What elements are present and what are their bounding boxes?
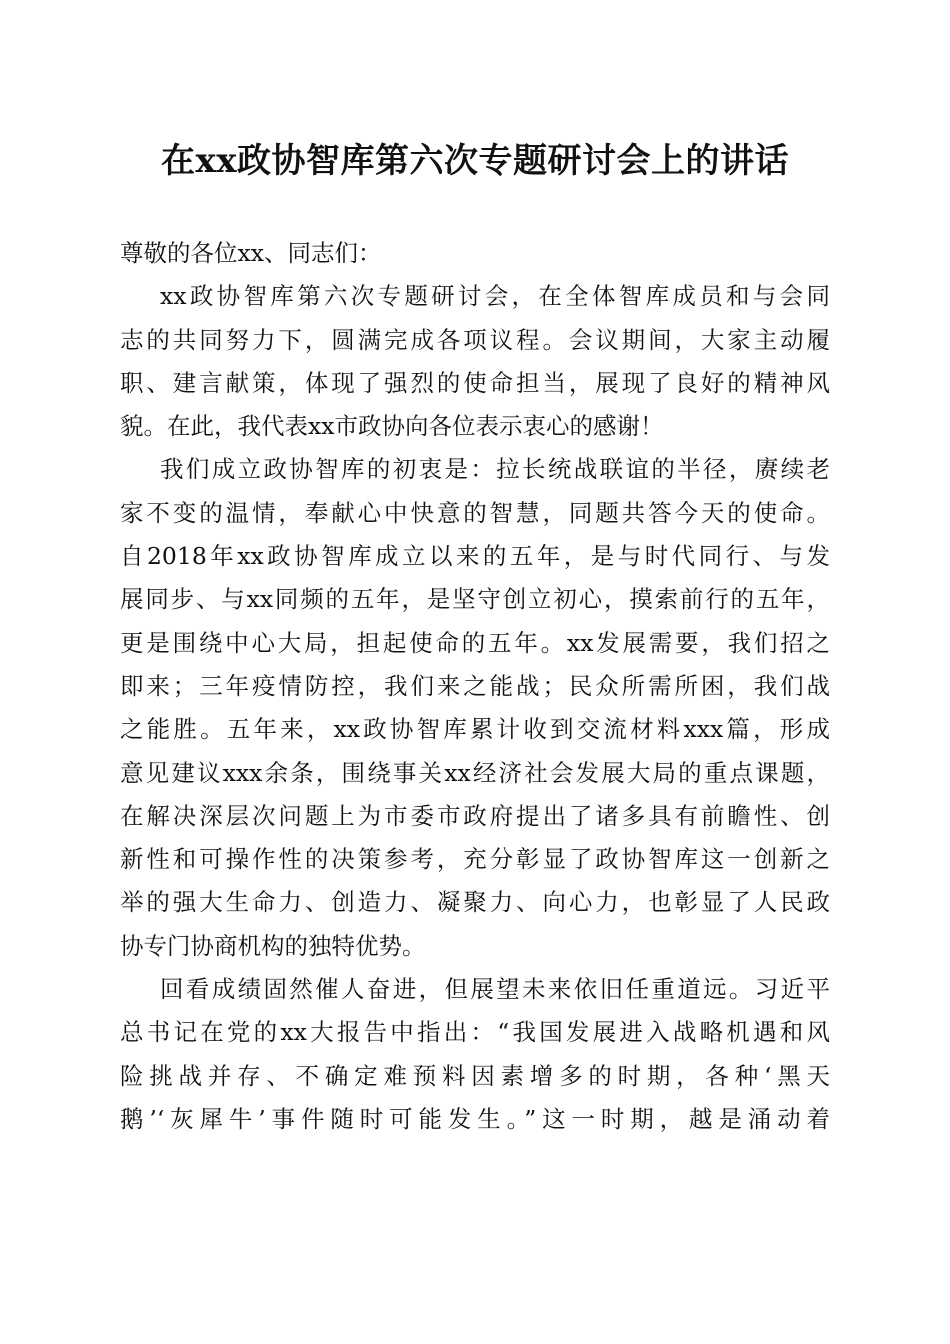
paragraph-line: 新性和可操作性的决策参考，充分彰显了政协智库这一创新之 <box>120 845 830 874</box>
paragraph-line: xx政协智库第六次专题研讨会，在全体智库成员和与会同 <box>160 282 830 311</box>
paragraph-line: 在解决深层次问题上为市委市政府提出了诸多具有前瞻性、创 <box>120 801 830 830</box>
paragraph-line: 自2018年xx政协智库成立以来的五年，是与时代同行、与发 <box>120 542 830 571</box>
paragraph-line: 我们成立政协智库的初衷是：拉长统战联谊的半径，赓续老 <box>160 455 830 484</box>
paragraph-1 <box>120 275 830 448</box>
paragraph-line: 展同步、与xx同频的五年，是坚守创立初心，摸索前行的五年， <box>120 585 830 614</box>
paragraph-line: 意见建议xxx余条，围绕事关xx经济社会发展大局的重点课题， <box>120 758 830 787</box>
paragraph-2 <box>120 448 830 968</box>
paragraph-line: 回看成绩固然催人奋进，但展望未来依旧任重道远。习近平 <box>160 975 830 1004</box>
paragraph-line: 职、建言献策，体现了强烈的使命担当，展现了良好的精神风 <box>120 368 830 397</box>
paragraph-3 <box>120 968 830 1141</box>
paragraph-line: 即来；三年疫情防控，我们来之能战；民众所需所困，我们战 <box>120 671 830 700</box>
salutation-line: 尊敬的各位xx、同志们： <box>120 239 382 267</box>
paragraph-line: 貌。在此，我代表xx市政协向各位表示衷心的感谢！ <box>120 412 664 441</box>
paragraph-line: 险挑战并存、不确定难预料因素增多的时期，各种‘黑天 <box>120 1061 830 1090</box>
document-title: 在xx政协智库第六次专题研讨会上的讲话 <box>160 141 790 181</box>
paragraph-line: 家不变的温情，奉献心中快意的智慧，同题共答今天的使命。 <box>120 498 830 527</box>
paragraph-line: 举的强大生命力、创造力、凝聚力、向心力，也彰显了人民政 <box>120 888 830 917</box>
paragraph-line: 之能胜。五年来，xx政协智库累计收到交流材料xxx篇，形成 <box>120 715 830 744</box>
paragraph-line: 鹅’‘灰犀牛’事件随时可能发生。”这一时期，越是涌动着 <box>120 1104 830 1133</box>
document-body <box>120 232 830 1141</box>
paragraph-line: 更是围绕中心大局，担起使命的五年。xx发展需要，我们招之 <box>120 628 830 657</box>
paragraph-line: 志的共同努力下，圆满完成各项议程。会议期间，大家主动履 <box>120 325 830 354</box>
salutation <box>120 232 830 275</box>
paragraph-line: 协专门协商机构的独特优势。 <box>120 931 426 960</box>
paragraph-line: 总书记在党的xx大报告中指出：“我国发展进入战略机遇和风 <box>120 1018 830 1047</box>
